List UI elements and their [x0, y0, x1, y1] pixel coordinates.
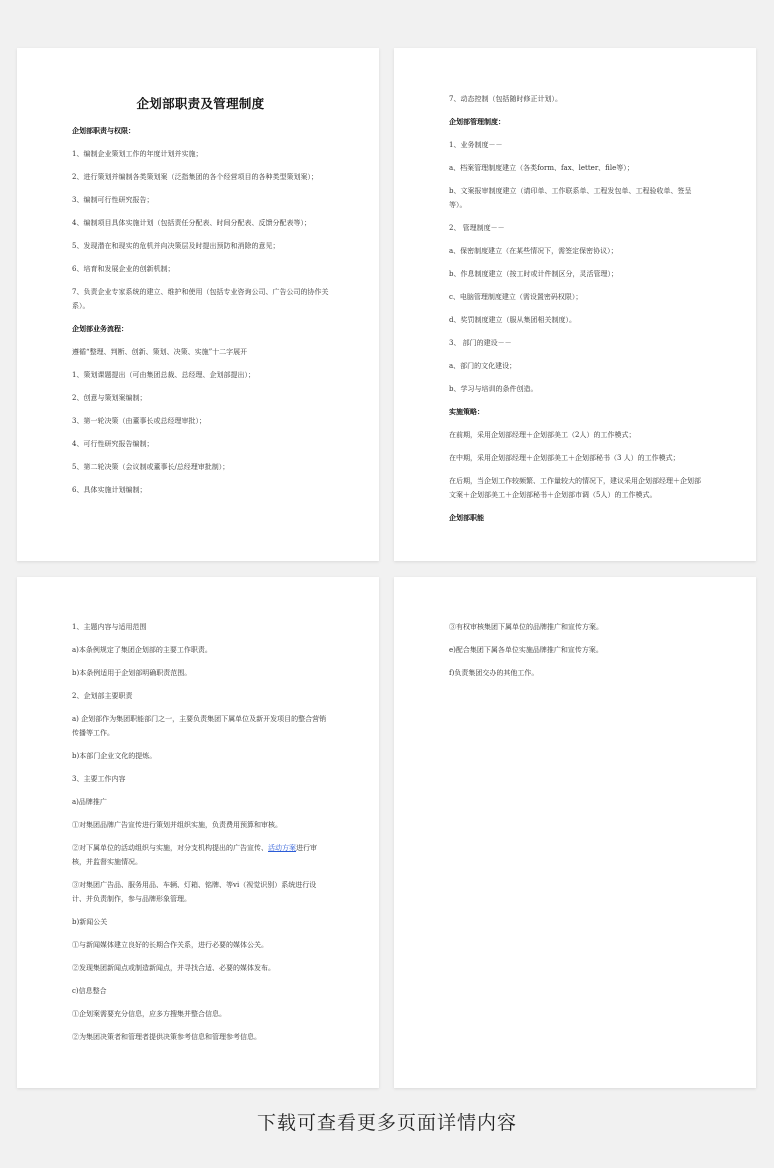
paragraph-text: c)信息整合 — [72, 987, 107, 995]
paragraph — [449, 161, 706, 175]
paragraph-text: 3、 部门的建设－－ — [449, 339, 512, 347]
paragraph — [449, 451, 706, 465]
paragraph-text: a、保密制度建立（在某些情况下，需签定保密协议）； — [449, 247, 618, 255]
paragraph — [72, 620, 329, 634]
paragraph — [72, 368, 329, 382]
paragraph-text: 5、发现潜在和现实的危机并向决策层及时提出预防和消除的意见； — [72, 242, 280, 250]
paragraph-text: ②为集团决策者和管理者提供决策参考信息和管理参考信息。 — [72, 1033, 261, 1041]
paragraph — [72, 666, 329, 680]
paragraph-text: ③对集团广告品、服务用品、车辆、灯箱、铭牌、等vi（视觉识别）系统进行设计、并负责制作，参与品牌形象管理。 — [72, 881, 317, 903]
paragraph-text: 7、动态控制（包括随时修正计划）。 — [449, 95, 562, 103]
paragraph-text: 3、第一轮决策（由董事长或总经理审批）； — [72, 417, 206, 425]
paragraph — [72, 915, 329, 929]
document-page-1 — [17, 48, 379, 561]
paragraph-text: 1、业务制度－－ — [449, 141, 503, 149]
paragraph-text: 6、培育和发展企业的创新机制； — [72, 265, 175, 273]
section-heading — [72, 322, 329, 336]
paragraph-text: 3、主要工作内容 — [72, 775, 126, 783]
paragraph — [72, 689, 329, 703]
paragraph-text: 4、可行性研究报告编制； — [72, 440, 154, 448]
paragraph — [72, 193, 329, 207]
paragraph — [72, 391, 329, 405]
paragraph-list — [72, 620, 329, 1044]
paragraph-text: b)本条例适用于企划部明确职责范围。 — [72, 669, 192, 677]
paragraph — [449, 620, 706, 634]
paragraph — [449, 184, 706, 212]
paragraph — [72, 460, 329, 474]
paragraph-text: 企划部业务流程： — [72, 324, 128, 333]
paragraph — [72, 795, 329, 809]
paragraph — [72, 1007, 329, 1021]
paragraph-text: 企划部职责与权限： — [72, 126, 135, 135]
paragraph-text: 1、策划课题提出（可由集团总裁、总经理、企划部提出）； — [72, 371, 255, 379]
paragraph-text: 遵循“整理、判断、创新、策划、决策、实施”十二字展开 — [72, 348, 248, 356]
page-content — [449, 620, 706, 689]
paragraph — [72, 818, 329, 832]
paragraph-text: 企划部职能 — [449, 513, 484, 522]
paragraph — [449, 92, 706, 106]
paragraph — [449, 221, 706, 235]
paragraph-text: 5、第二轮决策（会议制或董事长/总经理审批制）； — [72, 463, 230, 471]
paragraph — [449, 336, 706, 350]
paragraph-text: d、奖罚制度建立（服从集团相关制度）。 — [449, 316, 576, 324]
page-content — [72, 94, 329, 506]
paragraph — [449, 138, 706, 152]
paragraph-text: c、电脑管理制度建立（需设置密码权限）； — [449, 293, 583, 301]
document-page-3 — [17, 577, 379, 1088]
download-more-caption: 下载可查看更多页面详情内容 — [256, 1112, 517, 1134]
paragraph — [449, 244, 706, 258]
paragraph — [72, 938, 329, 952]
paragraph-text: ①企划案需要充分信息，应多方搜集并整合信息。 — [72, 1010, 226, 1018]
paragraph-text: b、文案报审制度建立（请印单、工作联系单、工程发包单、工程验收单、签呈等）。 — [449, 187, 692, 209]
paragraph-text: 2、创意与策划案编制； — [72, 394, 147, 402]
paragraph — [449, 359, 706, 373]
paragraph-text: a、部门的文化建设； — [449, 362, 517, 370]
paragraph — [72, 285, 329, 313]
paragraph — [449, 474, 706, 502]
paragraph — [449, 267, 706, 281]
paragraph-text: 实施策略： — [449, 407, 484, 416]
paragraph-text: ①对集团品牌广告宣传进行策划并组织实施，负责费用预算和审核。 — [72, 821, 282, 829]
paragraph — [449, 290, 706, 304]
paragraph-text: 2、企划部主要职责 — [72, 692, 133, 700]
paragraph-text: 在中期，采用企划部经理＋企划部美工＋企划部秘书（3 人）的工作模式； — [449, 454, 680, 462]
paragraph-list — [72, 124, 329, 497]
paragraph — [72, 712, 329, 740]
paragraph — [72, 262, 329, 276]
page-content — [72, 620, 329, 1053]
paragraph-text: 进行审核，并监督实施情况。 — [72, 844, 317, 866]
paragraph-text: a)本条例规定了集团企划部的主要工作职责。 — [72, 646, 212, 654]
paragraph-text: a)品牌推广 — [72, 798, 107, 806]
paragraph — [72, 414, 329, 428]
activity-plan-link[interactable]: 活动方案 — [268, 844, 296, 852]
paragraph — [449, 313, 706, 327]
paragraph-text: ②发现集团新闻点或制造新闻点，并寻找合适、必要的媒体发布。 — [72, 964, 275, 972]
paragraph — [72, 749, 329, 763]
paragraph — [72, 147, 329, 161]
paragraph-text: f)负责集团交办的其他工作。 — [449, 669, 539, 677]
paragraph — [72, 239, 329, 253]
paragraph-text: 3、编制可行性研究报告； — [72, 196, 154, 204]
paragraph — [449, 428, 706, 442]
paragraph — [72, 961, 329, 975]
paragraph-text: ②对下属单位的活动组织与实施，对分支机构提出的广告宣传、 — [72, 844, 268, 852]
paragraph — [72, 643, 329, 657]
paragraph-text: 1、编制企业策划工作的年度计划并实施； — [72, 150, 203, 158]
paragraph-text: b、学习与培训的条件创造。 — [449, 385, 538, 393]
paragraph — [72, 216, 329, 230]
paragraph — [72, 170, 329, 184]
paragraph[interactable] — [72, 841, 329, 869]
page-content — [449, 92, 706, 534]
paragraph-list — [449, 620, 706, 680]
paragraph-text: 在前期，采用企划部经理＋企划部美工（2人）的工作模式； — [449, 431, 636, 439]
paragraph — [72, 1030, 329, 1044]
document-title: 企划部职责及管理制度 — [136, 96, 265, 111]
section-heading — [72, 124, 329, 138]
paragraph — [72, 878, 329, 906]
paragraph-text: 6、具体实施计划编制； — [72, 486, 147, 494]
paragraph-text: 在后期，当企划工作较频繁、工作量较大的情况下，建议采用企划部经理＋企划部文案＋企划部美工＋企划部秘书＋企划部市调（5人）的工作模式。 — [449, 477, 701, 499]
paragraph-list — [449, 92, 706, 525]
paragraph-text: 4、编制项目具体实施计划（包括责任分配表、时间分配表、反馈分配表等）； — [72, 219, 311, 227]
paragraph-text: b)新闻公关 — [72, 918, 108, 926]
paragraph-text: e)配合集团下属各单位实施品牌推广和宣传方案。 — [449, 646, 603, 654]
section-heading — [449, 115, 706, 129]
paragraph — [72, 772, 329, 786]
paragraph — [72, 437, 329, 451]
paragraph — [449, 666, 706, 680]
document-page-2 — [394, 48, 756, 561]
paragraph — [72, 483, 329, 497]
paragraph-text: 2、 管理制度－－ — [449, 224, 505, 232]
paragraph-text: 企划部管理制度： — [449, 117, 505, 126]
paragraph-text: ①与新闻媒体建立良好的长期合作关系，进行必要的媒体公关。 — [72, 941, 268, 949]
section-heading — [449, 405, 706, 419]
paragraph-text: a、档案管理制度建立（各类form、fax、letter、file等）； — [449, 164, 634, 172]
paragraph-text: ③有权审核集团下属单位的品牌推广和宣传方案。 — [449, 623, 603, 631]
paragraph-text: a) 企划部作为集团职能部门之一，主要负责集团下属单位及新开发项目的整合营销传播等工作。 — [72, 715, 327, 737]
paragraph — [449, 382, 706, 396]
paragraph-text: b、作息制度建立（按工时或计件制区分，灵活管理）； — [449, 270, 618, 278]
section-heading — [449, 511, 706, 525]
paragraph — [72, 345, 329, 359]
paragraph-text: 7、负责企业专家系统的建立、维护和使用（包括专业咨询公司、广告公司的协作关系）。 — [72, 288, 329, 310]
paragraph-text: b)本部门企业文化的提炼。 — [72, 752, 157, 760]
paragraph-text: 2、进行策划并编制各类策划案（泛指集团的各个经营项目的各种类型策划案）； — [72, 173, 318, 181]
document-page-4 — [394, 577, 756, 1088]
paragraph — [72, 984, 329, 998]
paragraph — [449, 643, 706, 657]
paragraph-text: 1、主题内容与适用范围 — [72, 623, 147, 631]
